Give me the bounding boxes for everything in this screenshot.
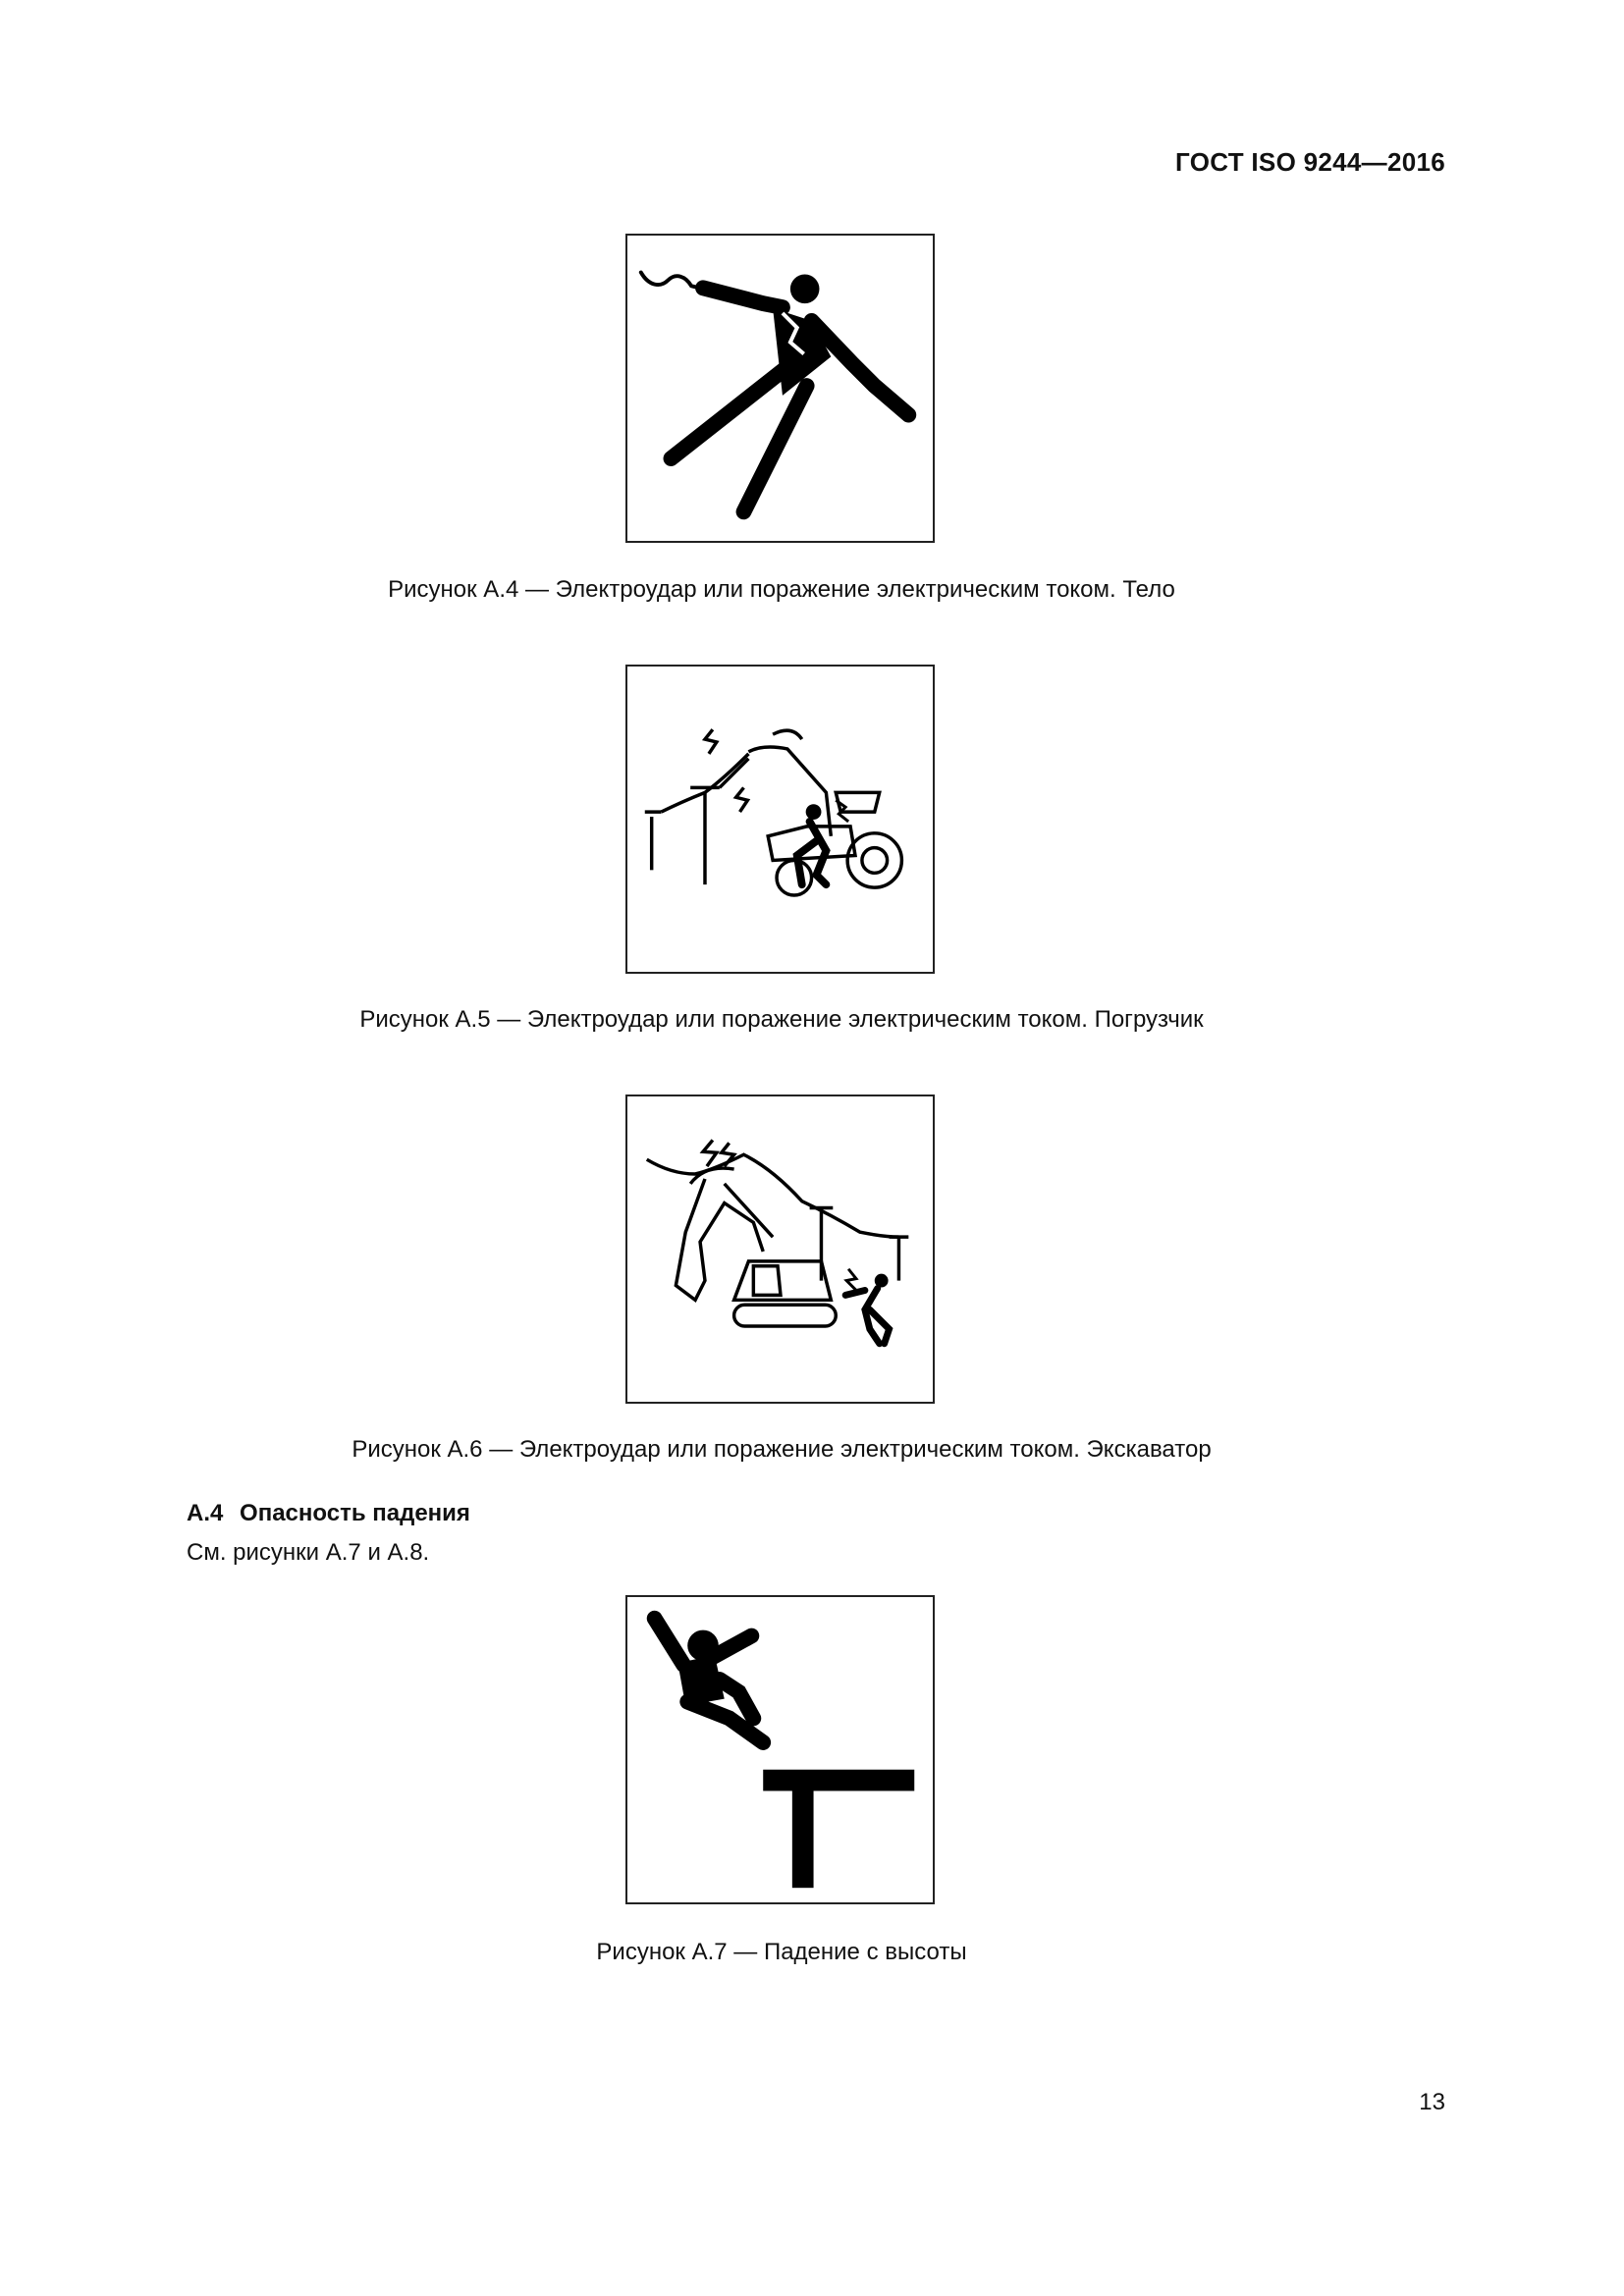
fall-from-height-icon <box>627 1597 933 1902</box>
figure-a6-frame <box>625 1095 935 1404</box>
section-heading <box>187 1500 470 1527</box>
figure-a7-frame <box>625 1595 935 1904</box>
figure-a4-caption: Рисунок А.4 — Электроудар или поражение электрическим током. Тело <box>388 576 1175 603</box>
section-number: А.4 <box>187 1500 224 1526</box>
figure-a5-frame <box>625 665 935 974</box>
section-title: Опасность падения <box>240 1500 470 1526</box>
section-text: См. рисунки А.7 и А.8. <box>187 1539 430 1566</box>
electric-shock-body-icon <box>627 236 933 541</box>
figure-a5-caption: Рисунок А.5 — Электроудар или поражение электрическим током. Погрузчик <box>359 1006 1204 1033</box>
figure-a6-caption: Рисунок А.6 — Электроудар или поражение электрическим током. Экскаватор <box>352 1436 1212 1463</box>
page-number: 13 <box>1419 2089 1445 2115</box>
electric-shock-excavator-icon <box>627 1096 933 1402</box>
figure-a4-frame <box>625 234 935 543</box>
electric-shock-loader-icon <box>627 667 933 972</box>
document-code: ГОСТ ISO 9244—2016 <box>1175 147 1445 177</box>
figure-a7-caption: Рисунок А.7 — Падение с высоты <box>596 1939 967 1965</box>
